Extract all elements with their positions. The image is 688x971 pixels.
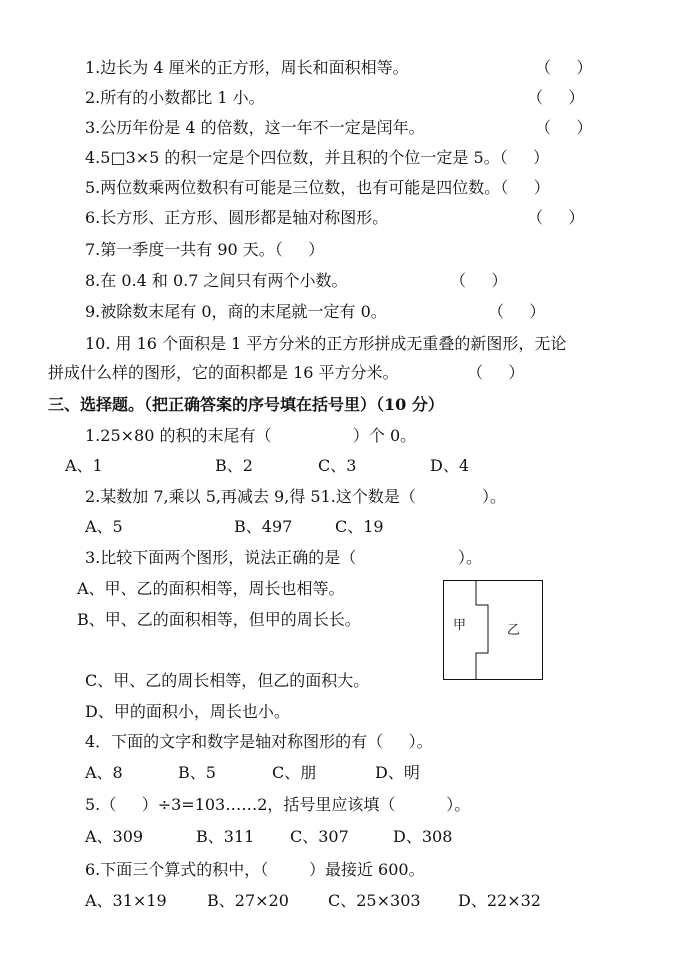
choice-q2-opt-c[interactable]: C、19 [335,517,384,536]
choice-q3-opt-b[interactable]: B、甲、乙的面积相等，但甲的周长长。 [77,610,361,629]
choice-q3-opt-d[interactable]: D、甲的面积小，周长也小。 [85,702,290,721]
answer-bracket-3[interactable]: （ ） [535,118,593,137]
choice-q6-opt-a[interactable]: A、31×19 [85,891,167,910]
choice-q5-opt-d[interactable]: D、308 [393,827,453,846]
choice-q6-opt-c[interactable]: C、25×303 [328,891,421,910]
choice-q1-opt-c[interactable]: C、3 [318,456,357,475]
choice-q1-opt-d[interactable]: D、4 [430,456,470,475]
judge-item-5[interactable]: 5.两位数乘两位数积有可能是三位数，也有可能是四位数。（ ） [85,178,550,197]
choice-q4-opt-a[interactable]: A、8 [85,763,123,782]
judge-item-8: 8.在 0.4 和 0.7 之间只有两个小数。 [85,271,348,290]
answer-bracket-6[interactable]: （ ） [527,208,585,227]
answer-bracket-9[interactable]: （ ） [488,302,546,321]
judge-item-9: 9.被除数末尾有 0，商的末尾就一定有 0。 [85,302,387,321]
choice-q2-opt-a[interactable]: A、5 [85,517,123,536]
choice-q6-opt-b[interactable]: B、27×20 [207,891,289,910]
answer-bracket-1[interactable]: （ ） [535,58,593,77]
answer-bracket-8[interactable]: （ ） [450,271,508,290]
judge-item-3: 3.公历年份是 4 的倍数，这一年不一定是闰年。 [85,118,425,137]
choice-q1-stem[interactable]: 1.25×80 的积的末尾有（ ）个 0。 [85,426,417,445]
judge-item-1: 1.边长为 4 厘米的正方形，周长和面积相等。 [85,58,409,77]
choice-q6-stem[interactable]: 6.下面三个算式的积中，（ ）最接近 600。 [85,860,425,879]
choice-q5-opt-a[interactable]: A、309 [85,827,144,846]
choice-q1-opt-a[interactable]: A、1 [65,456,103,475]
judge-item-10: 10. 用 16 个面积是 1 平方分米的正方形拼成无重叠的新图形，无论 [85,334,567,353]
judge-item-10-cont: 拼成什么样的图形，它的面积都是 16 平方分米。 [48,363,399,382]
figure-label-yi: 乙 [507,623,521,638]
choice-q5-stem[interactable]: 5.（ ）÷3=103……2，括号里应该填（ ）。 [85,795,471,814]
figure-label-jia: 甲 [453,618,467,633]
comparison-figure [443,580,543,680]
judge-item-2: 2.所有的小数都比 1 小。 [85,88,265,107]
choice-q1-opt-b[interactable]: B、2 [215,456,253,475]
judge-item-6: 6.长方形、正方形、圆形都是轴对称图形。 [85,208,389,227]
section-3-title: 三、选择题。（把正确答案的序号填在括号里）（10 分） [48,395,444,414]
choice-q4-opt-b[interactable]: B、5 [178,763,216,782]
choice-q3-stem[interactable]: 3.比较下面两个图形，说法正确的是（ ）。 [85,548,482,567]
answer-bracket-2[interactable]: （ ） [527,88,585,107]
judge-item-4[interactable]: 4.5□3×5 的积一定是个四位数，并且积的个位一定是 5。（ ） [85,148,550,167]
choice-q4-stem[interactable]: 4．下面的文字和数字是轴对称图形的有（ ）。 [85,732,433,751]
choice-q5-opt-b[interactable]: B、311 [196,827,255,846]
choice-q3-opt-a[interactable]: A、甲、乙的面积相等，周长也相等。 [77,579,345,598]
answer-bracket-10[interactable]: （ ） [467,363,525,382]
choice-q3-opt-c[interactable]: C、甲、乙的周长相等，但乙的面积大。 [85,671,370,690]
choice-q2-stem[interactable]: 2.某数加 7,乘以 5,再减去 9,得 51.这个数是（ ）。 [85,487,506,506]
choice-q2-opt-b[interactable]: B、497 [234,517,293,536]
choice-q6-opt-d[interactable]: D、22×32 [458,891,541,910]
choice-q4-opt-d[interactable]: D、明 [375,763,420,782]
judge-item-7[interactable]: 7.第一季度一共有 90 天。（ ） [85,240,325,259]
choice-q5-opt-c[interactable]: C、307 [290,827,349,846]
choice-q4-opt-c[interactable]: C、朋 [272,763,317,782]
